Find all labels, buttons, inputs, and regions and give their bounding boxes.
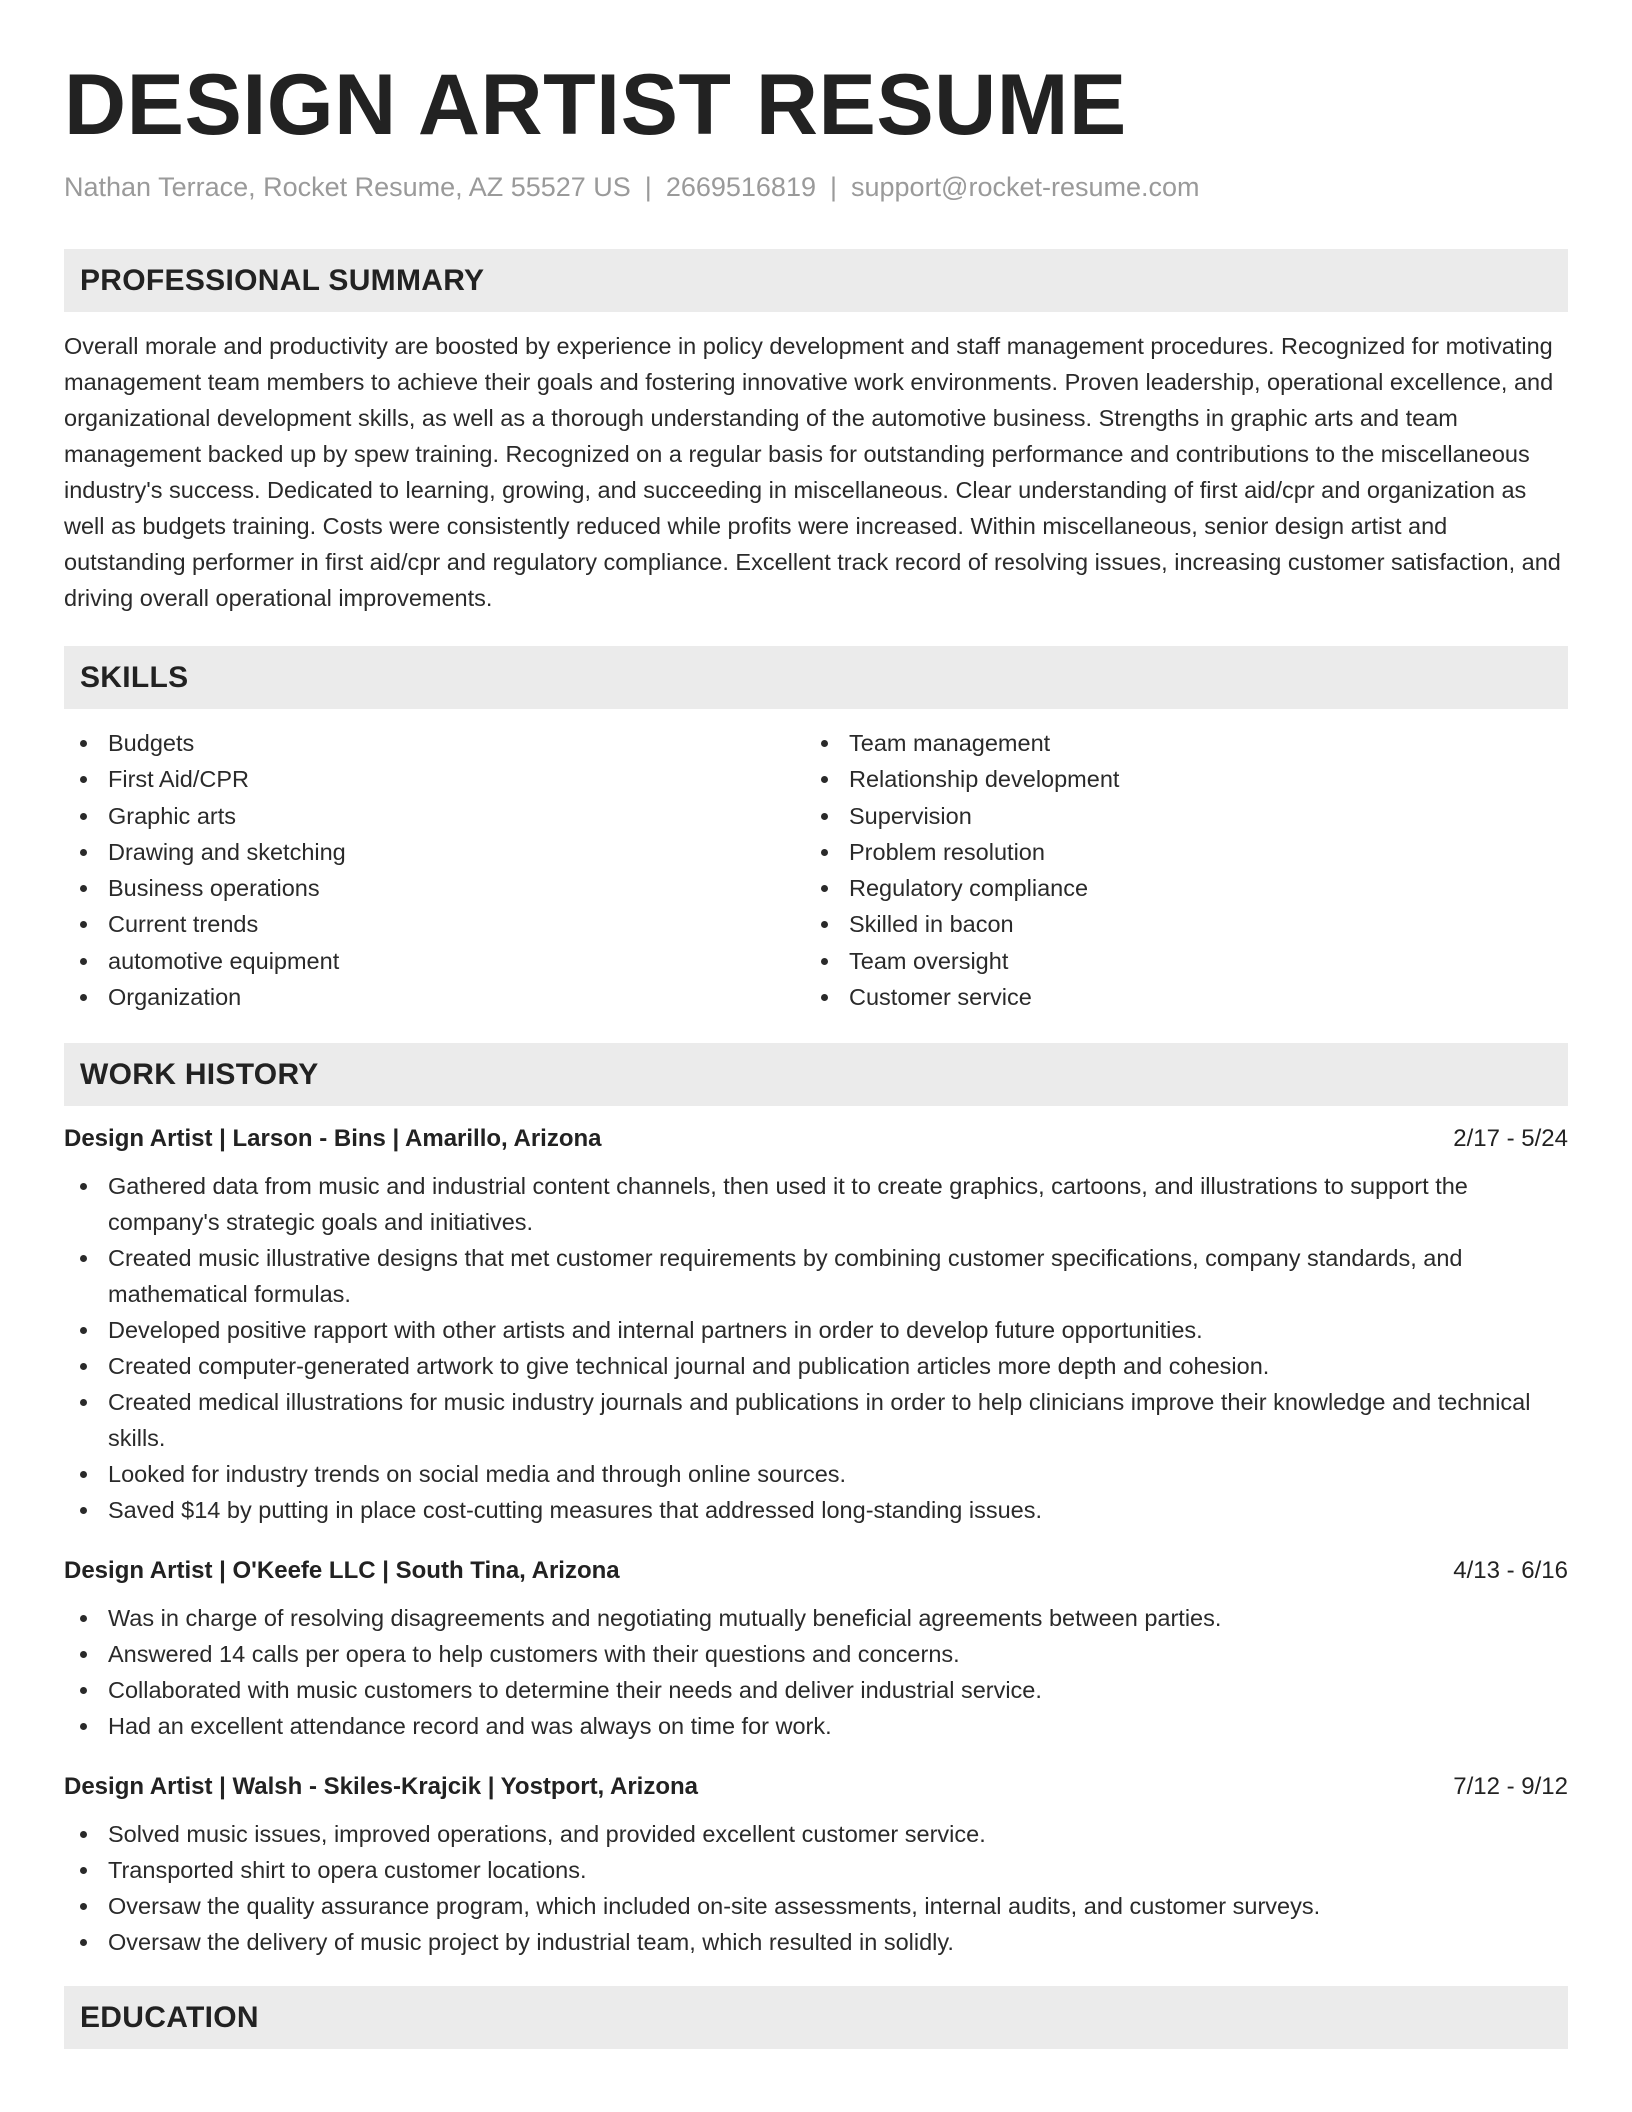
summary-text: Overall morale and productivity are boosted by experience in policy development and staff management procedures. Recognized for motivating management team members to achieve their goals and fostering innovative work environments. Proven leadership, operational excellence, and organizational development skills, as well as a thorough understanding of the automotive business. Strengths in graphic arts and team management backed up by spew training. Recognized on a regular basis for outstanding performance and contributions to the miscellaneous industry's success. Dedicated to learning, growing, and succeeding in miscellaneous. Clear understanding of first aid/cpr and organization as well as budgets training. Costs were consistently reduced while profits were increased. Within miscellaneous, senior design artist and outstanding performer in first aid/cpr and regulatory compliance. Excellent track record of resolving issues, increasing customer satisfaction, and driving overall operational improvements. xyxy=(64,333,1561,611)
job-bullet: Created medical illustrations for music industry journals and publications in order to help clinicians improve their knowledge and technical skills. xyxy=(64,1384,1568,1456)
contact-line xyxy=(64,169,1568,205)
job-bullet: Oversaw the quality assurance program, which included on-site assessments, internal audits, and customer surveys. xyxy=(64,1888,1568,1924)
job-bullet: Saved $14 by putting in place cost-cutting measures that addressed long-standing issues. xyxy=(64,1492,1568,1528)
skill-item: Team management xyxy=(805,725,1546,761)
job-bullet: Transported shirt to opera customer locations. xyxy=(64,1852,1568,1888)
skill-item: Relationship development xyxy=(805,761,1546,797)
job-bullet: Developed positive rapport with other artists and internal partners in order to develop future opportunities. xyxy=(64,1312,1568,1348)
job-title: Design Artist | O'Keefe LLC | South Tina, Arizona xyxy=(64,1557,620,1585)
job-bullet: Had an excellent attendance record and was always on time for work. xyxy=(64,1708,1568,1744)
section-header-education: EDUCATION xyxy=(64,1986,1568,2049)
job-bullet: Gathered data from music and industrial content channels, then used it to create graphics, cartoons, and illustrations to support the company's strategic goals and initiatives. xyxy=(64,1168,1568,1240)
skill-item: automotive equipment xyxy=(64,943,805,979)
job-dates: 2/17 - 5/24 xyxy=(1453,1125,1568,1153)
contact-phone: 2669516819 xyxy=(665,172,816,202)
skills-list-right xyxy=(805,725,1546,1015)
job-title: Design Artist | Larson - Bins | Amarillo, Arizona xyxy=(64,1125,602,1153)
job-entry xyxy=(64,1770,1568,1960)
skill-item: Budgets xyxy=(64,725,805,761)
job-entry xyxy=(64,1122,1568,1528)
job-bullets xyxy=(64,1600,1568,1744)
job-bullets xyxy=(64,1168,1568,1528)
job-dates: 4/13 - 6/16 xyxy=(1453,1557,1568,1585)
contact-separator: | xyxy=(644,172,652,202)
contact-separator: | xyxy=(829,172,837,202)
job-header xyxy=(64,1770,1568,1804)
job-bullet: Created music illustrative designs that met customer requirements by combining customer specifications, company standards, and mathematical formulas. xyxy=(64,1240,1568,1312)
skills-list-left xyxy=(64,725,805,1015)
section-header-work: WORK HISTORY xyxy=(64,1043,1568,1106)
resume-title: DESIGN ARTIST RESUME xyxy=(64,57,1127,153)
skill-item: Drawing and sketching xyxy=(64,834,805,870)
contact-address: Nathan Terrace, Rocket Resume, AZ 55527 US xyxy=(64,172,631,202)
job-dates: 7/12 - 9/12 xyxy=(1453,1773,1568,1801)
job-bullet: Solved music issues, improved operations, and provided excellent customer service. xyxy=(64,1816,1568,1852)
job-header xyxy=(64,1554,1568,1588)
job-bullet: Looked for industry trends on social media and through online sources. xyxy=(64,1456,1568,1492)
skill-item: Regulatory compliance xyxy=(805,870,1546,906)
job-bullet: Created computer-generated artwork to give technical journal and publication articles more depth and cohesion. xyxy=(64,1348,1568,1384)
skill-item: Customer service xyxy=(805,979,1546,1015)
job-bullet: Oversaw the delivery of music project by industrial team, which resulted in solidly. xyxy=(64,1924,1568,1960)
job-entry xyxy=(64,1554,1568,1744)
job-header xyxy=(64,1122,1568,1156)
skill-item: Business operations xyxy=(64,870,805,906)
section-header-skills: SKILLS xyxy=(64,646,1568,709)
skill-item: Organization xyxy=(64,979,805,1015)
section-header-summary: PROFESSIONAL SUMMARY xyxy=(64,249,1568,312)
contact-email: support@rocket-resume.com xyxy=(851,172,1200,202)
job-bullets xyxy=(64,1816,1568,1960)
skills-columns xyxy=(64,725,1568,1015)
job-title: Design Artist | Walsh - Skiles-Krajcik | Yostport, Arizona xyxy=(64,1773,699,1801)
skill-item: Supervision xyxy=(805,798,1546,834)
skill-item: Problem resolution xyxy=(805,834,1546,870)
skill-item: Current trends xyxy=(64,906,805,942)
skill-item: Graphic arts xyxy=(64,798,805,834)
skill-item: Skilled in bacon xyxy=(805,906,1546,942)
job-bullet: Was in charge of resolving disagreements and negotiating mutually beneficial agreements between parties. xyxy=(64,1600,1568,1636)
skill-item: Team oversight xyxy=(805,943,1546,979)
skill-item: First Aid/CPR xyxy=(64,761,805,797)
job-bullet: Collaborated with music customers to determine their needs and deliver industrial service. xyxy=(64,1672,1568,1708)
job-bullet: Answered 14 calls per opera to help customers with their questions and concerns. xyxy=(64,1636,1568,1672)
